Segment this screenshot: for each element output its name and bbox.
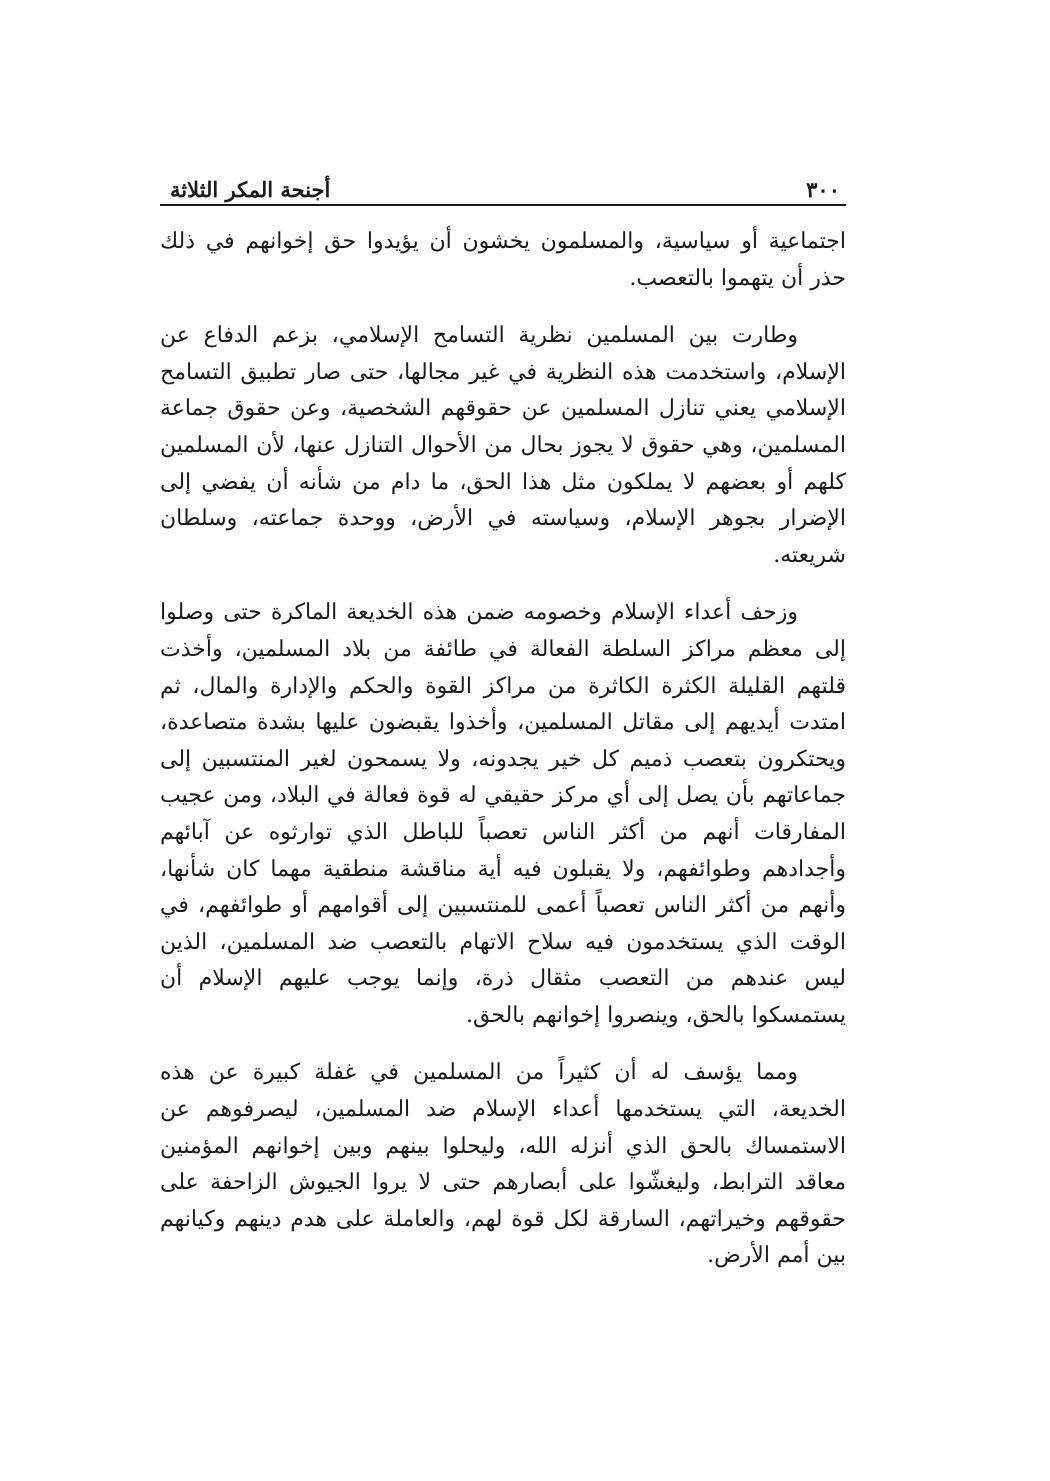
paragraph-enemies-advance: وزحف أعداء الإسلام وخصومه ضمن هذه الخديعة الماكرة حتى وصلوا إلى معظم مراكز السلطة الفعالة في طائفة من بلاد المسلمين، وأخذت قلتهم القليلة الكثرة الكاثرة من مراكز القوة والحكم والإدارة والمال، ثم امتدت أيديهم إلى مقاتل المسلمين، وأخذوا يقبضون عليها بشدة متصاعدة، ويحتكرون بتعصب ذميم كل خير يجدونه، ولا يسمحون لغير المنتسبين إلى جماعاتهم بأن يصل إلى أي مركز حقيقي له قوة فعالة في البلاد، ومن عجيب المفارقات أنهم من أكثر الناس تعصباً للباطل الذي توارثوه عن آبائهم وأجدادهم وطوائفهم، ولا يقبلون فيه أية مناقشة منطقية مهما كان شأنها، وأنهم من أكثر الناس تعصباً أعمى للمنتسبين إلى أقوامهم أو طوائفهم، في الوقت الذي يستخدمون فيه سلاح الاتهام بالتعصب ضد المسلمين، الذين ليس عندهم من التعصب مثقال ذرة، وإنما يوجب عليهم الإسلام أن يستمسكوا بالحق، وينصروا إخوانهم بالحق.: [160, 600, 846, 1028]
running-header: [160, 160, 846, 206]
body-text: [160, 224, 846, 1275]
paragraph-tolerance-theory: وطارت بين المسلمين نظرية التسامح الإسلامي، بزعم الدفاع عن الإسلام، واستخدمت هذه النظرية في غير مجالها، حتى صار تطبيق التسامح الإسلامي يعني تنازل المسلمين عن حقوقهم الشخصية، وعن حقوق جماعة المسلمين، وهي حقوق لا يجوز بحال من الأحوال التنازل عنها، لأن المسلمين كلهم أو بعضهم لا يملكون مثل هذا الحق، ما دام من شأنه أن يفضي إلى الإضرار بجوهر الإسلام، وسياسته في الأرض، ووحدة جماعته، وسلطان شريعته.: [160, 323, 846, 568]
paragraph-continuation: اجتماعية أو سياسية، والمسلمون يخشون أن يؤيدوا حق إخوانهم في ذلك حذر أن يتهموا بالتعصب.: [160, 229, 846, 291]
book-page: [160, 160, 846, 1296]
paragraph-muslim-heedlessness: ومما يؤسف له أن كثيراً من المسلمين في غفلة كبيرة عن هذه الخديعة، التي يستخدمها أعداء الإسلام ضد المسلمين، ليصرفوهم عن الاستمساك بالحق الذي أنزله الله، وليحلوا بينهم وبين إخوانهم المؤمنين معاقد الترابط، وليغشّوا على أبصارهم حتى لا يروا الجيوش الزاحفة على حقوقهم وخيراتهم، السارقة لكل قوة لهم، والعاملة على هدم دينهم وكيانهم بين أمم الأرض.: [160, 1060, 846, 1269]
book-title: أجنحة المكر الثلاثة: [170, 177, 331, 202]
page-number: ٣٠٠: [806, 177, 840, 202]
